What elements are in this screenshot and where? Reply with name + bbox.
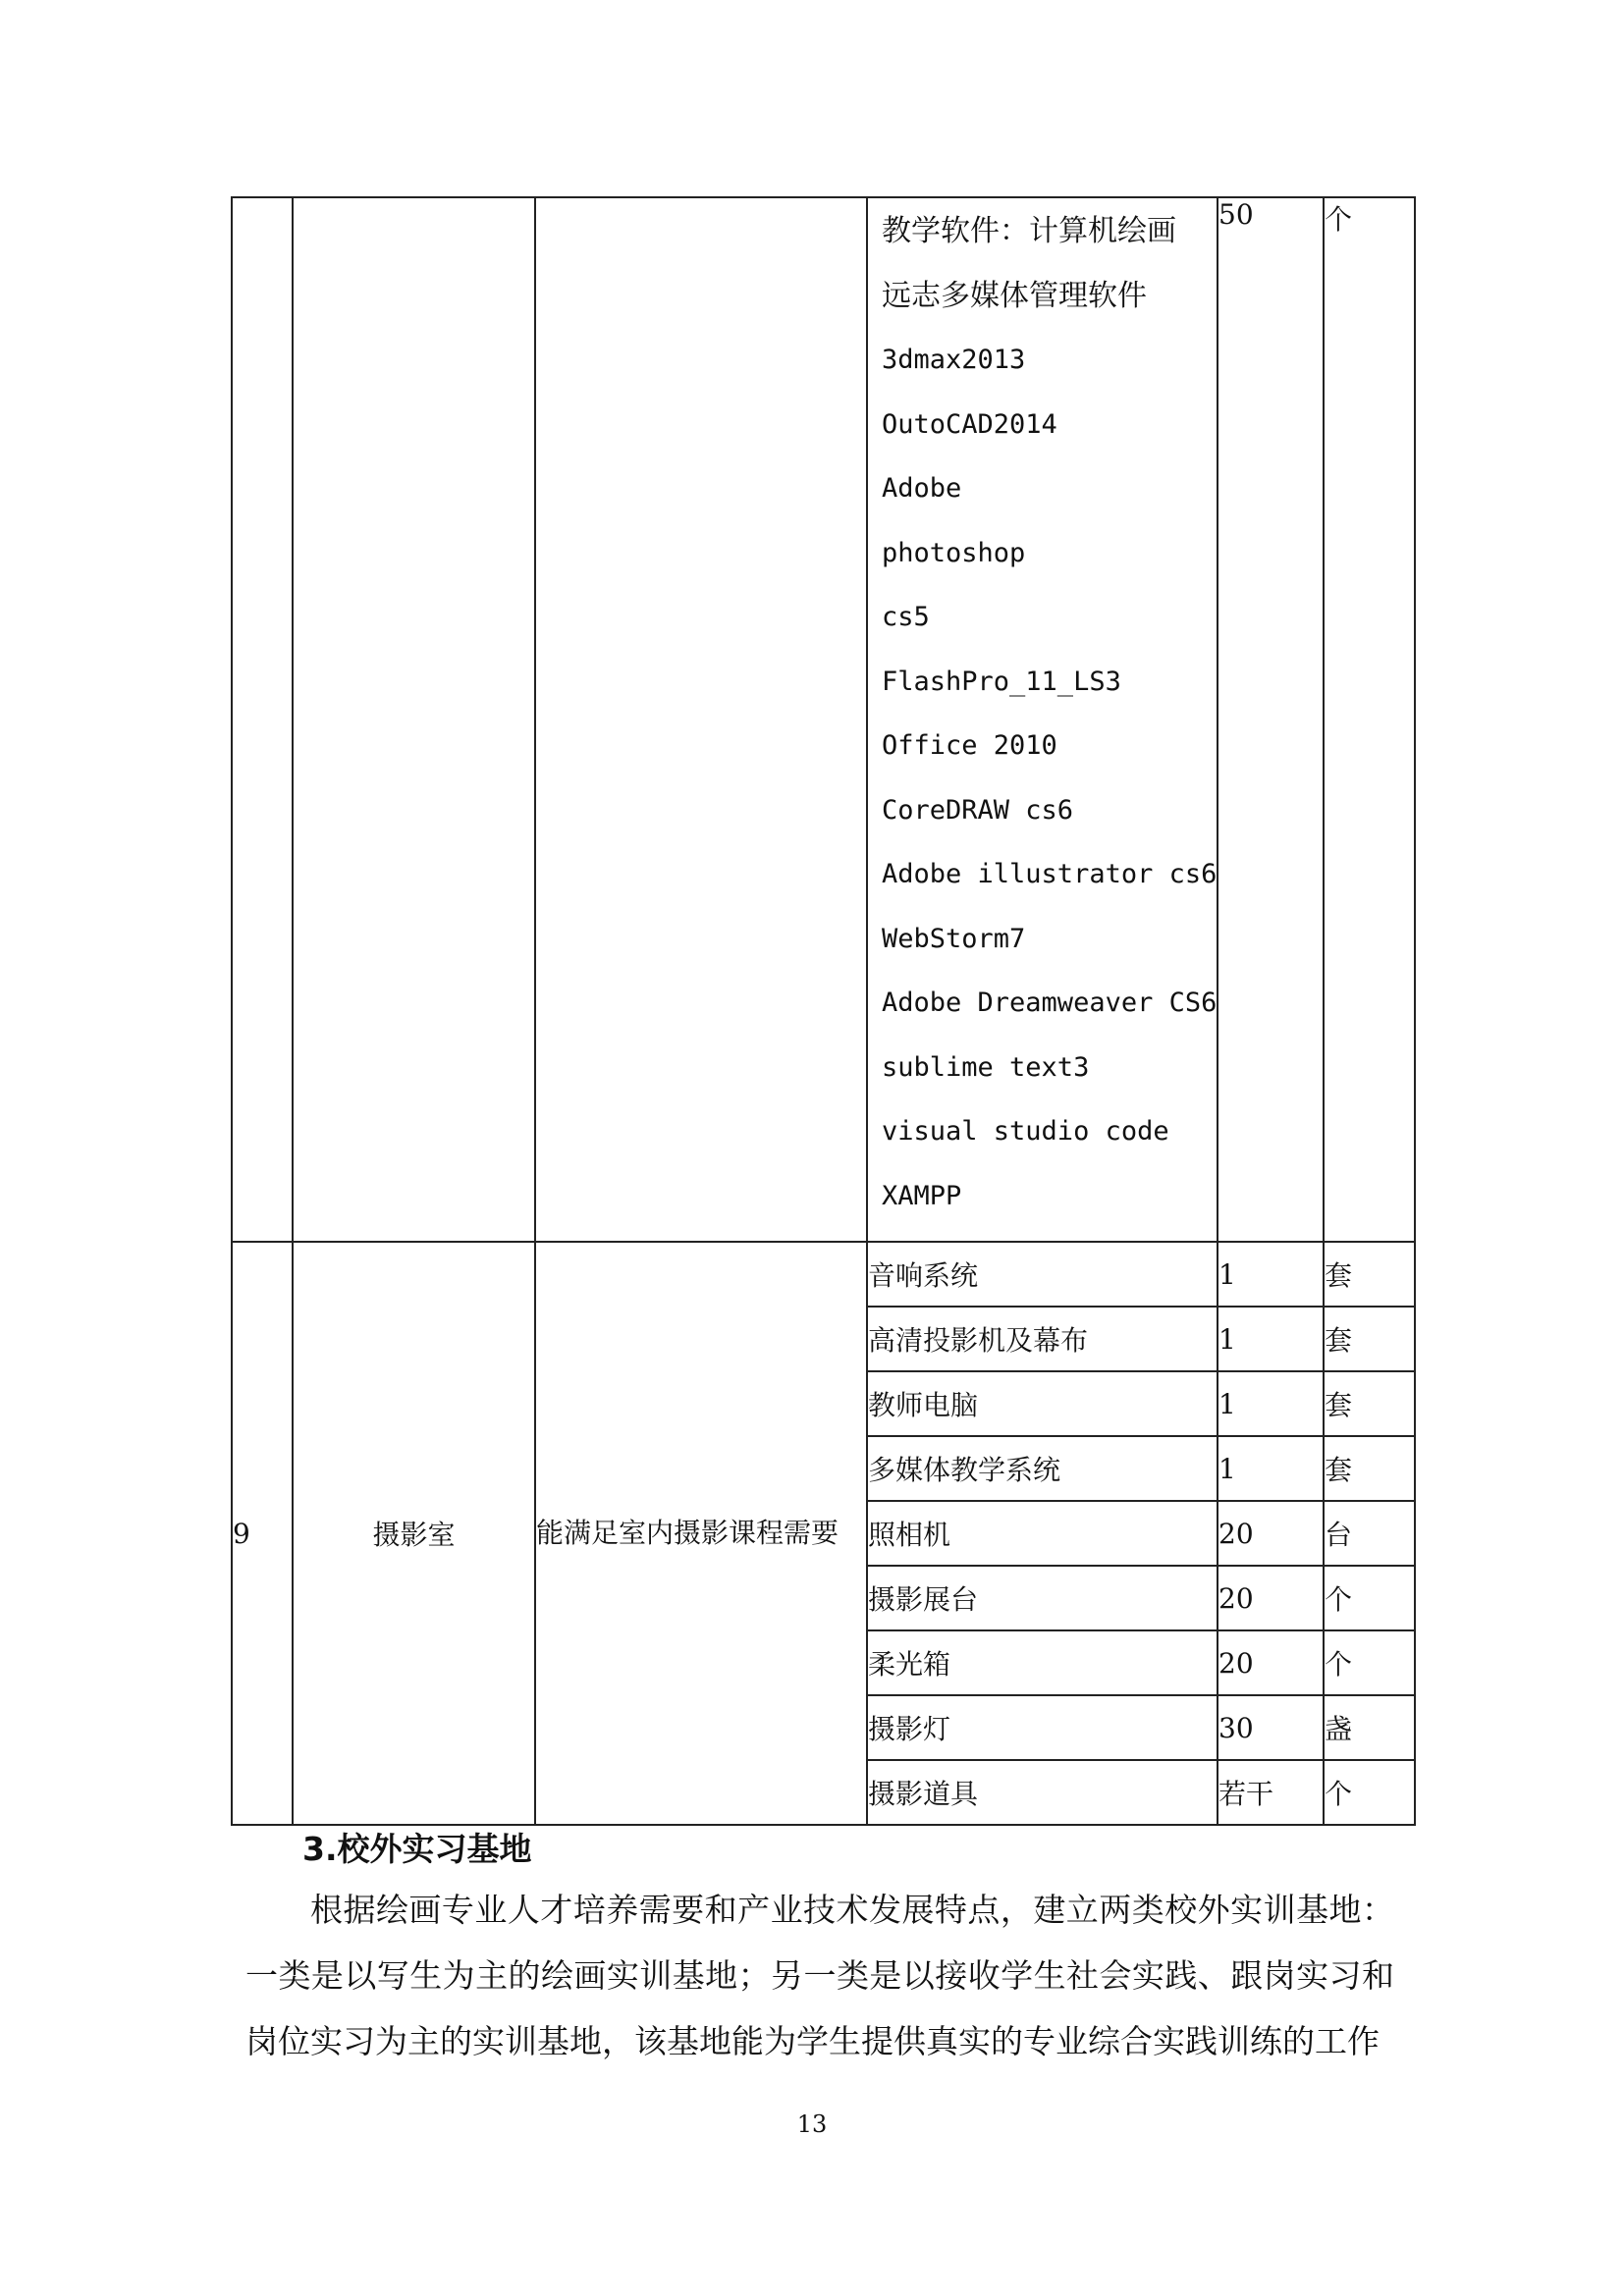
function-cell-empty (535, 197, 867, 1242)
software-item: Adobe Dreamweaver CS6 (882, 988, 1218, 1018)
quantity-cell: 20 (1218, 1630, 1324, 1695)
name-cell-empty (293, 197, 535, 1242)
software-item: 远志多媒体管理软件 (882, 278, 1147, 313)
room-function-cell: 能满足室内摄影课程需要 (535, 1242, 867, 1825)
equipment-item-cell: 摄影道具 (867, 1760, 1218, 1825)
room-name-cell: 摄影室 (293, 1242, 535, 1825)
unit-cell: 套 (1324, 1436, 1415, 1501)
equipment-item-cell: 音响系统 (867, 1242, 1218, 1307)
unit-cell: 盏 (1324, 1695, 1415, 1760)
software-item: Office 2010 (882, 730, 1057, 761)
unit-cell: 个 (1324, 1630, 1415, 1695)
section-heading: 3.校外实习基地 (302, 1830, 532, 1868)
software-item: XAMPP (882, 1180, 962, 1211)
page-number: 13 (796, 2110, 828, 2138)
software-item: FlashPro_11_LS3 (882, 666, 1121, 697)
quantity-cell: 20 (1218, 1501, 1324, 1566)
body-paragraph: 根据绘画专业人才培养需要和产业技术发展特点，建立两类校外实训基地：一类是以写生为主的绘画实训基地；另一类是以接收学生社会实践、跟岗实习和岗位实习为主的实训基地，该基地能为学生提供真实的专业综合实践训练的工作 (245, 1891, 1394, 2060)
quantity-cell: 1 (1218, 1307, 1324, 1371)
unit-cell: 个 (1324, 1760, 1415, 1825)
equipment-item-cell: 教师电脑 (867, 1371, 1218, 1436)
software-item: OutoCAD2014 (882, 408, 1057, 440)
equipment-item-cell: 高清投影机及幕布 (867, 1307, 1218, 1371)
quantity-cell: 20 (1218, 1566, 1324, 1630)
table-row (232, 1242, 1415, 1307)
equipment-table (231, 196, 1416, 1826)
room-number-cell: 9 (232, 1242, 293, 1825)
unit-cell: 套 (1324, 1307, 1415, 1371)
unit-cell: 套 (1324, 1371, 1415, 1436)
unit-cell: 台 (1324, 1501, 1415, 1566)
quantity-cell: 50 (1218, 197, 1324, 1242)
software-item: cs5 (882, 602, 930, 632)
unit-cell: 个 (1324, 197, 1415, 1242)
equipment-item-cell: 摄影展台 (867, 1566, 1218, 1630)
equipment-item-cell: 柔光箱 (867, 1630, 1218, 1695)
software-item: 3dmax2013 (882, 345, 1026, 375)
unit-cell: 套 (1324, 1242, 1415, 1307)
quantity-cell: 1 (1218, 1242, 1324, 1307)
software-list (868, 198, 1217, 1241)
software-item: 教学软件：计算机绘画 (882, 214, 1176, 248)
number-cell-empty (232, 197, 293, 1242)
quantity-cell: 1 (1218, 1436, 1324, 1501)
software-item: CoreDRAW cs6 (882, 794, 1074, 826)
equipment-item-cell: 多媒体教学系统 (867, 1436, 1218, 1501)
software-item: WebStorm7 (882, 923, 1026, 954)
table-row-continued (232, 197, 1415, 1242)
unit-cell: 个 (1324, 1566, 1415, 1630)
software-item: Adobe (882, 473, 962, 504)
software-item: Adobe illustrator cs6 (882, 859, 1218, 889)
equipment-item-cell: 照相机 (867, 1501, 1218, 1566)
software-list-cell (867, 197, 1218, 1242)
equipment-item-cell: 摄影灯 (867, 1695, 1218, 1760)
quantity-cell: 1 (1218, 1371, 1324, 1436)
quantity-cell: 30 (1218, 1695, 1324, 1760)
software-item: photoshop (882, 537, 1026, 568)
software-item: sublime text3 (882, 1051, 1090, 1083)
software-item: visual studio code (882, 1116, 1169, 1147)
quantity-cell: 若干 (1218, 1760, 1324, 1825)
